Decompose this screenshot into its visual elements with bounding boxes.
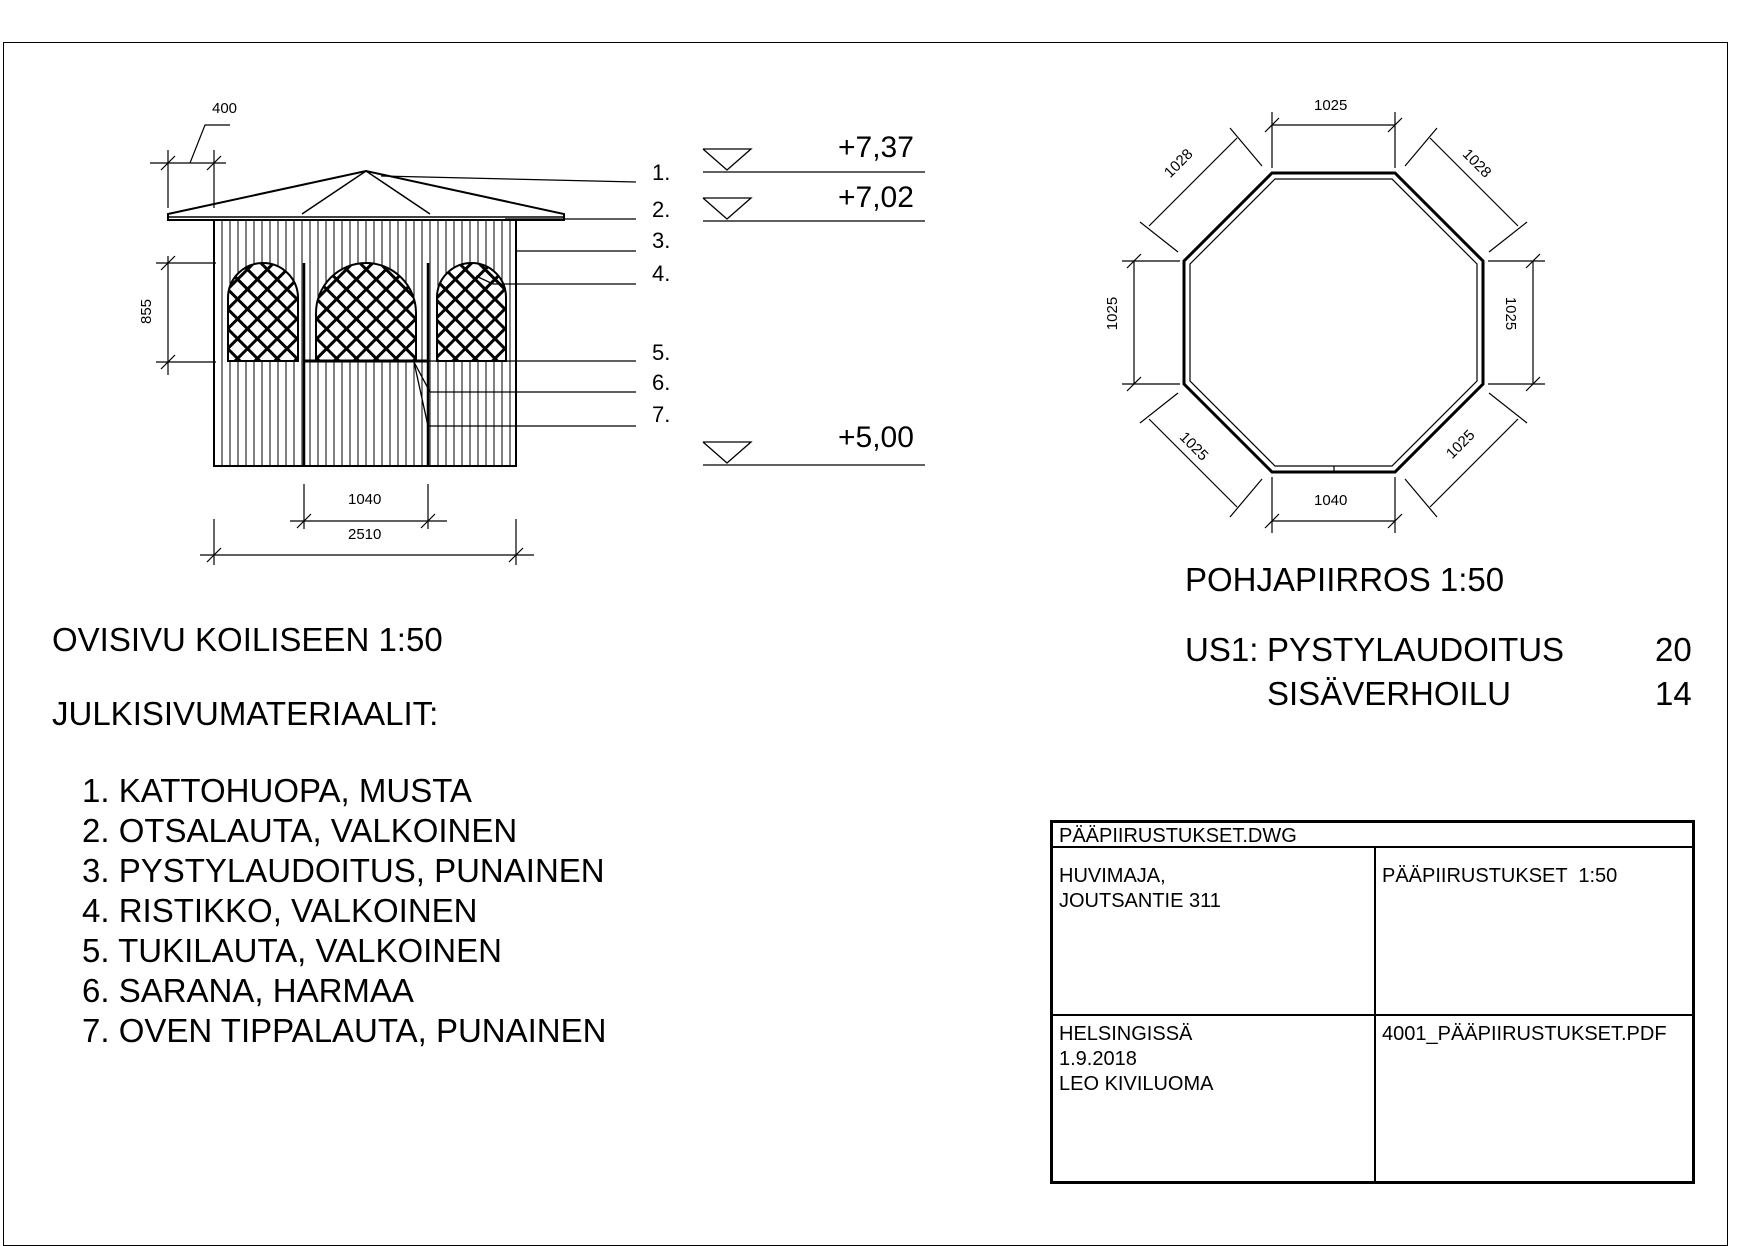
title-block (1050, 820, 1695, 1184)
tb-file-name: PÄÄPIIRUSTUKSET.DWG (1053, 823, 1692, 848)
material-item: 4. RISTIKKO, VALKOINEN (82, 892, 478, 929)
dim-door-width: 1040 (348, 491, 382, 508)
plan-dim-top-left: 1028 (1160, 145, 1197, 182)
material-item: 2. OTSALAUTA, VALKOINEN (82, 812, 518, 849)
plan-dim-top-right: 1028 (1458, 145, 1495, 182)
marker-5: 5. (652, 340, 671, 365)
elevation-title: OVISIVU KOILISEEN 1:50 (52, 621, 443, 658)
marker-6: 6. (652, 370, 671, 395)
tb-drawing-name: PÄÄPIIRUSTUKSET 1:50 (1376, 848, 1692, 1016)
plan-outer-wall (1184, 173, 1483, 472)
wall-type-code: US1: (1185, 631, 1259, 668)
level-eave: +7,02 (838, 181, 914, 214)
level-roof-top: +7,37 (838, 131, 914, 164)
materials-heading: JULKISIVUMATERIAALIT: (52, 695, 439, 732)
marker-4: 4. (652, 261, 671, 286)
wall-type-name-2: SISÄVERHOILU (1267, 675, 1511, 712)
plan-dim-bottom-right: 1025 (1442, 426, 1479, 463)
plan-dim-left: 1025 (1104, 296, 1122, 331)
lattice-window (316, 263, 416, 361)
dim-overhang: 400 (212, 100, 238, 117)
material-item: 7. OVEN TIPPALAUTA, PUNAINEN (82, 1012, 607, 1049)
plan-dim-top: 1025 (1314, 97, 1348, 114)
dim-total-width: 2510 (348, 526, 382, 543)
material-item: 5. TUKILAUTA, VALKOINEN (82, 932, 502, 969)
materials-list (82, 771, 606, 1051)
wall-type-value-1: 20 (1655, 631, 1692, 668)
wall-type-name-1: PYSTYLAUDOITUS (1267, 631, 1565, 668)
marker-2: 2. (652, 197, 671, 222)
elevation-view (150, 125, 925, 565)
marker-7: 7. (652, 402, 671, 427)
marker-1: 1. (652, 160, 671, 185)
level-floor: +5,00 (838, 421, 914, 454)
plan-dim-right: 1025 (1502, 296, 1520, 331)
lattice-windows (228, 263, 506, 361)
material-item: 1. KATTOHUOPA, MUSTA (82, 772, 472, 809)
dim-window-height: 855 (138, 298, 156, 325)
wall-type-value-2: 14 (1655, 675, 1692, 712)
tb-place-date-author: HELSINGISSÄ 1.9.2018 LEO KIVILUOMA (1053, 1016, 1376, 1181)
material-item: 6. SARANA, HARMAA (82, 972, 414, 1009)
tb-pdf-name: 4001_PÄÄPIIRUSTUKSET.PDF (1382, 1023, 1667, 1045)
tb-project: HUVIMAJA, JOUTSANTIE 311 (1053, 848, 1376, 1016)
plan-dim-bottom: 1040 (1314, 492, 1348, 509)
plan-inner-wall (1190, 179, 1477, 466)
lattice-window (228, 263, 298, 361)
material-item: 3. PYSTYLAUDOITUS, PUNAINEN (82, 852, 605, 889)
plan-title: POHJAPIIRROS 1:50 (1185, 561, 1505, 598)
plan-dim-bottom-left: 1025 (1175, 428, 1212, 465)
lattice-window (437, 263, 506, 361)
marker-3: 3. (652, 228, 671, 253)
